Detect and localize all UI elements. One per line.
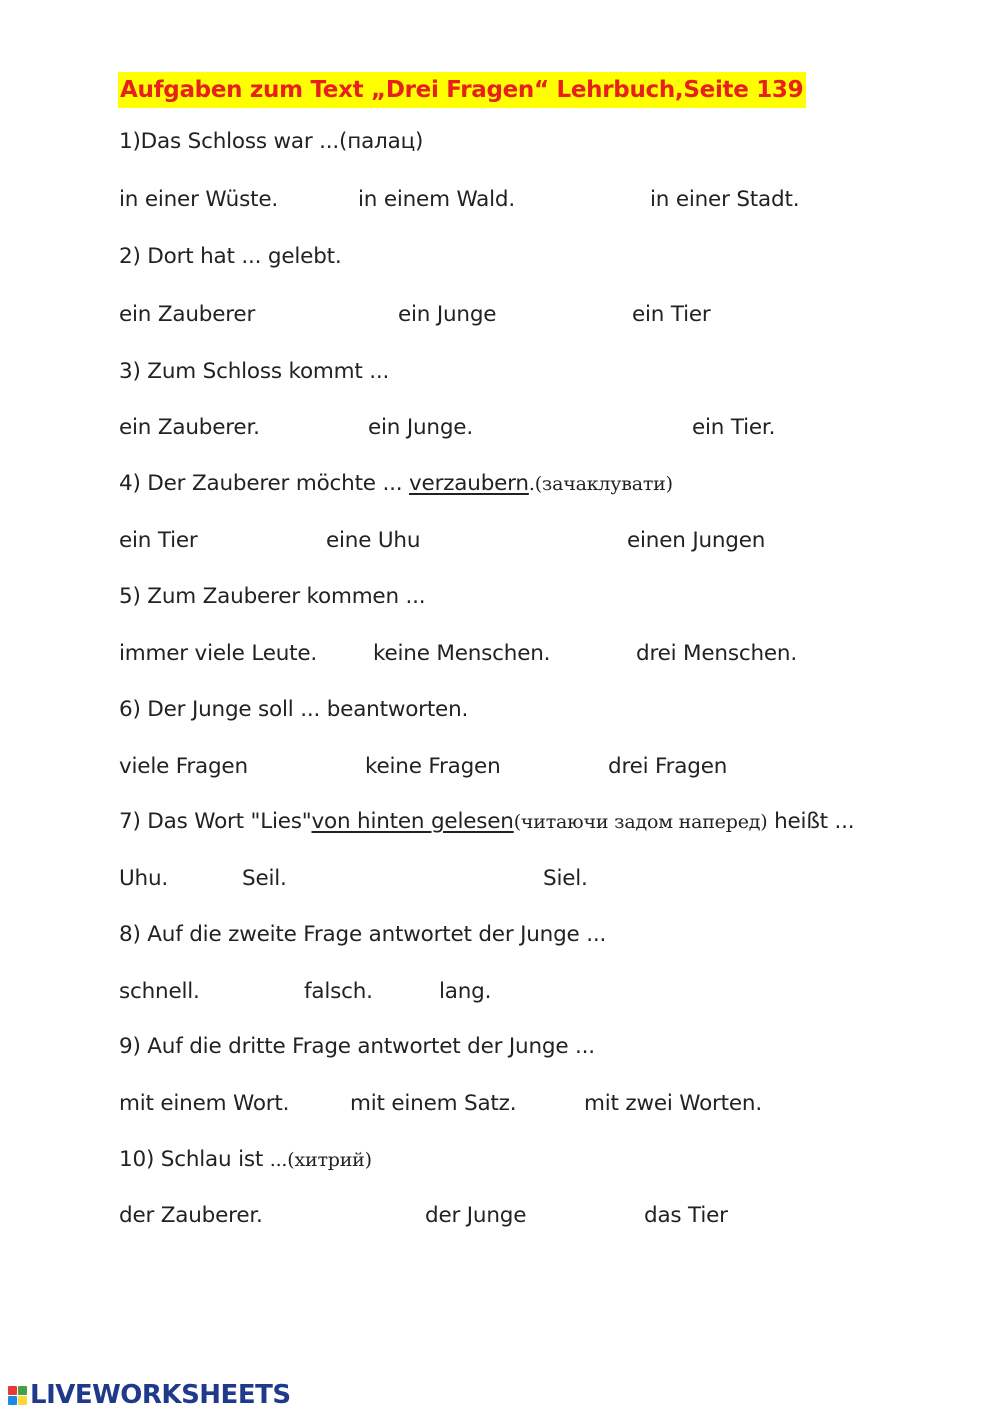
question-4-translation: .(зачаклувати) bbox=[528, 473, 673, 495]
q3-option-a[interactable]: ein Zauberer. bbox=[119, 415, 260, 440]
q9-option-a[interactable]: mit einem Wort. bbox=[119, 1091, 290, 1116]
q8-option-b[interactable]: falsch. bbox=[304, 979, 373, 1004]
logo-block bbox=[18, 1386, 27, 1395]
question-7-keyword: von hinten gelesen bbox=[311, 809, 514, 834]
q2-option-c[interactable]: ein Tier bbox=[632, 302, 711, 327]
q5-option-a[interactable]: immer viele Leute. bbox=[119, 641, 318, 666]
question-10-text: 10) Schlau ist bbox=[119, 1147, 270, 1172]
q4-option-b[interactable]: eine Uhu bbox=[326, 528, 421, 553]
q10-option-c[interactable]: das Tier bbox=[644, 1203, 728, 1228]
page-title: Aufgaben zum Text „Drei Fragen“ Lehrbuch,Seite 139 bbox=[118, 72, 806, 108]
question-7-translation: (читаючи задом наперед) bbox=[513, 811, 768, 833]
logo-block bbox=[18, 1396, 27, 1405]
logo-block bbox=[8, 1386, 17, 1395]
q2-option-a[interactable]: ein Zauberer bbox=[119, 302, 256, 327]
logo-text: LIVEWORKSHEETS bbox=[30, 1380, 291, 1410]
q4-option-c[interactable]: einen Jungen bbox=[627, 528, 766, 553]
q5-option-b[interactable]: keine Menschen. bbox=[373, 641, 551, 666]
q6-option-a[interactable]: viele Fragen bbox=[119, 754, 248, 779]
question-1: 1)Das Schloss war ...(палац) bbox=[119, 129, 424, 154]
question-3: 3) Zum Schloss kommt ... bbox=[119, 359, 390, 384]
q10-option-b[interactable]: der Junge bbox=[425, 1203, 527, 1228]
q5-option-c[interactable]: drei Menschen. bbox=[636, 641, 797, 666]
q3-option-b[interactable]: ein Junge. bbox=[368, 415, 473, 440]
liveworksheets-logo bbox=[8, 1380, 291, 1410]
q4-option-a[interactable]: ein Tier bbox=[119, 528, 198, 553]
question-7-text: 7) Das Wort "Lies" bbox=[119, 809, 312, 834]
question-7 bbox=[119, 808, 854, 836]
question-10 bbox=[119, 1146, 372, 1174]
q2-option-b[interactable]: ein Junge bbox=[398, 302, 497, 327]
question-4-keyword: verzaubern bbox=[409, 471, 529, 496]
q6-option-c[interactable]: drei Fragen bbox=[608, 754, 728, 779]
question-10-translation: ...(хитрий) bbox=[269, 1149, 372, 1171]
question-7-text-end: heißt ... bbox=[767, 809, 855, 834]
question-2: 2) Dort hat ... gelebt. bbox=[119, 244, 342, 269]
question-8: 8) Auf die zweite Frage antwortet der Junge ... bbox=[119, 922, 607, 947]
question-4-text: 4) Der Zauberer möchte ... bbox=[119, 471, 410, 496]
logo-blocks-icon bbox=[8, 1386, 27, 1405]
q9-option-b[interactable]: mit einem Satz. bbox=[350, 1091, 517, 1116]
q9-option-c[interactable]: mit zwei Worten. bbox=[584, 1091, 762, 1116]
q1-option-c[interactable]: in einer Stadt. bbox=[650, 187, 800, 212]
q6-option-b[interactable]: keine Fragen bbox=[365, 754, 501, 779]
q8-option-c[interactable]: lang. bbox=[439, 979, 492, 1004]
q1-option-b[interactable]: in einem Wald. bbox=[358, 187, 515, 212]
question-4 bbox=[119, 470, 673, 498]
question-9: 9) Auf die dritte Frage antwortet der Junge ... bbox=[119, 1034, 595, 1059]
q7-option-c[interactable]: Siel. bbox=[543, 866, 588, 891]
q3-option-c[interactable]: ein Tier. bbox=[692, 415, 776, 440]
q7-option-b[interactable]: Seil. bbox=[242, 866, 287, 891]
question-6: 6) Der Junge soll ... beantworten. bbox=[119, 697, 469, 722]
logo-block bbox=[8, 1396, 17, 1405]
question-5: 5) Zum Zauberer kommen ... bbox=[119, 584, 426, 609]
q7-option-a[interactable]: Uhu. bbox=[119, 866, 169, 891]
q1-option-a[interactable]: in einer Wüste. bbox=[119, 187, 278, 212]
q10-option-a[interactable]: der Zauberer. bbox=[119, 1203, 263, 1228]
q8-option-a[interactable]: schnell. bbox=[119, 979, 200, 1004]
